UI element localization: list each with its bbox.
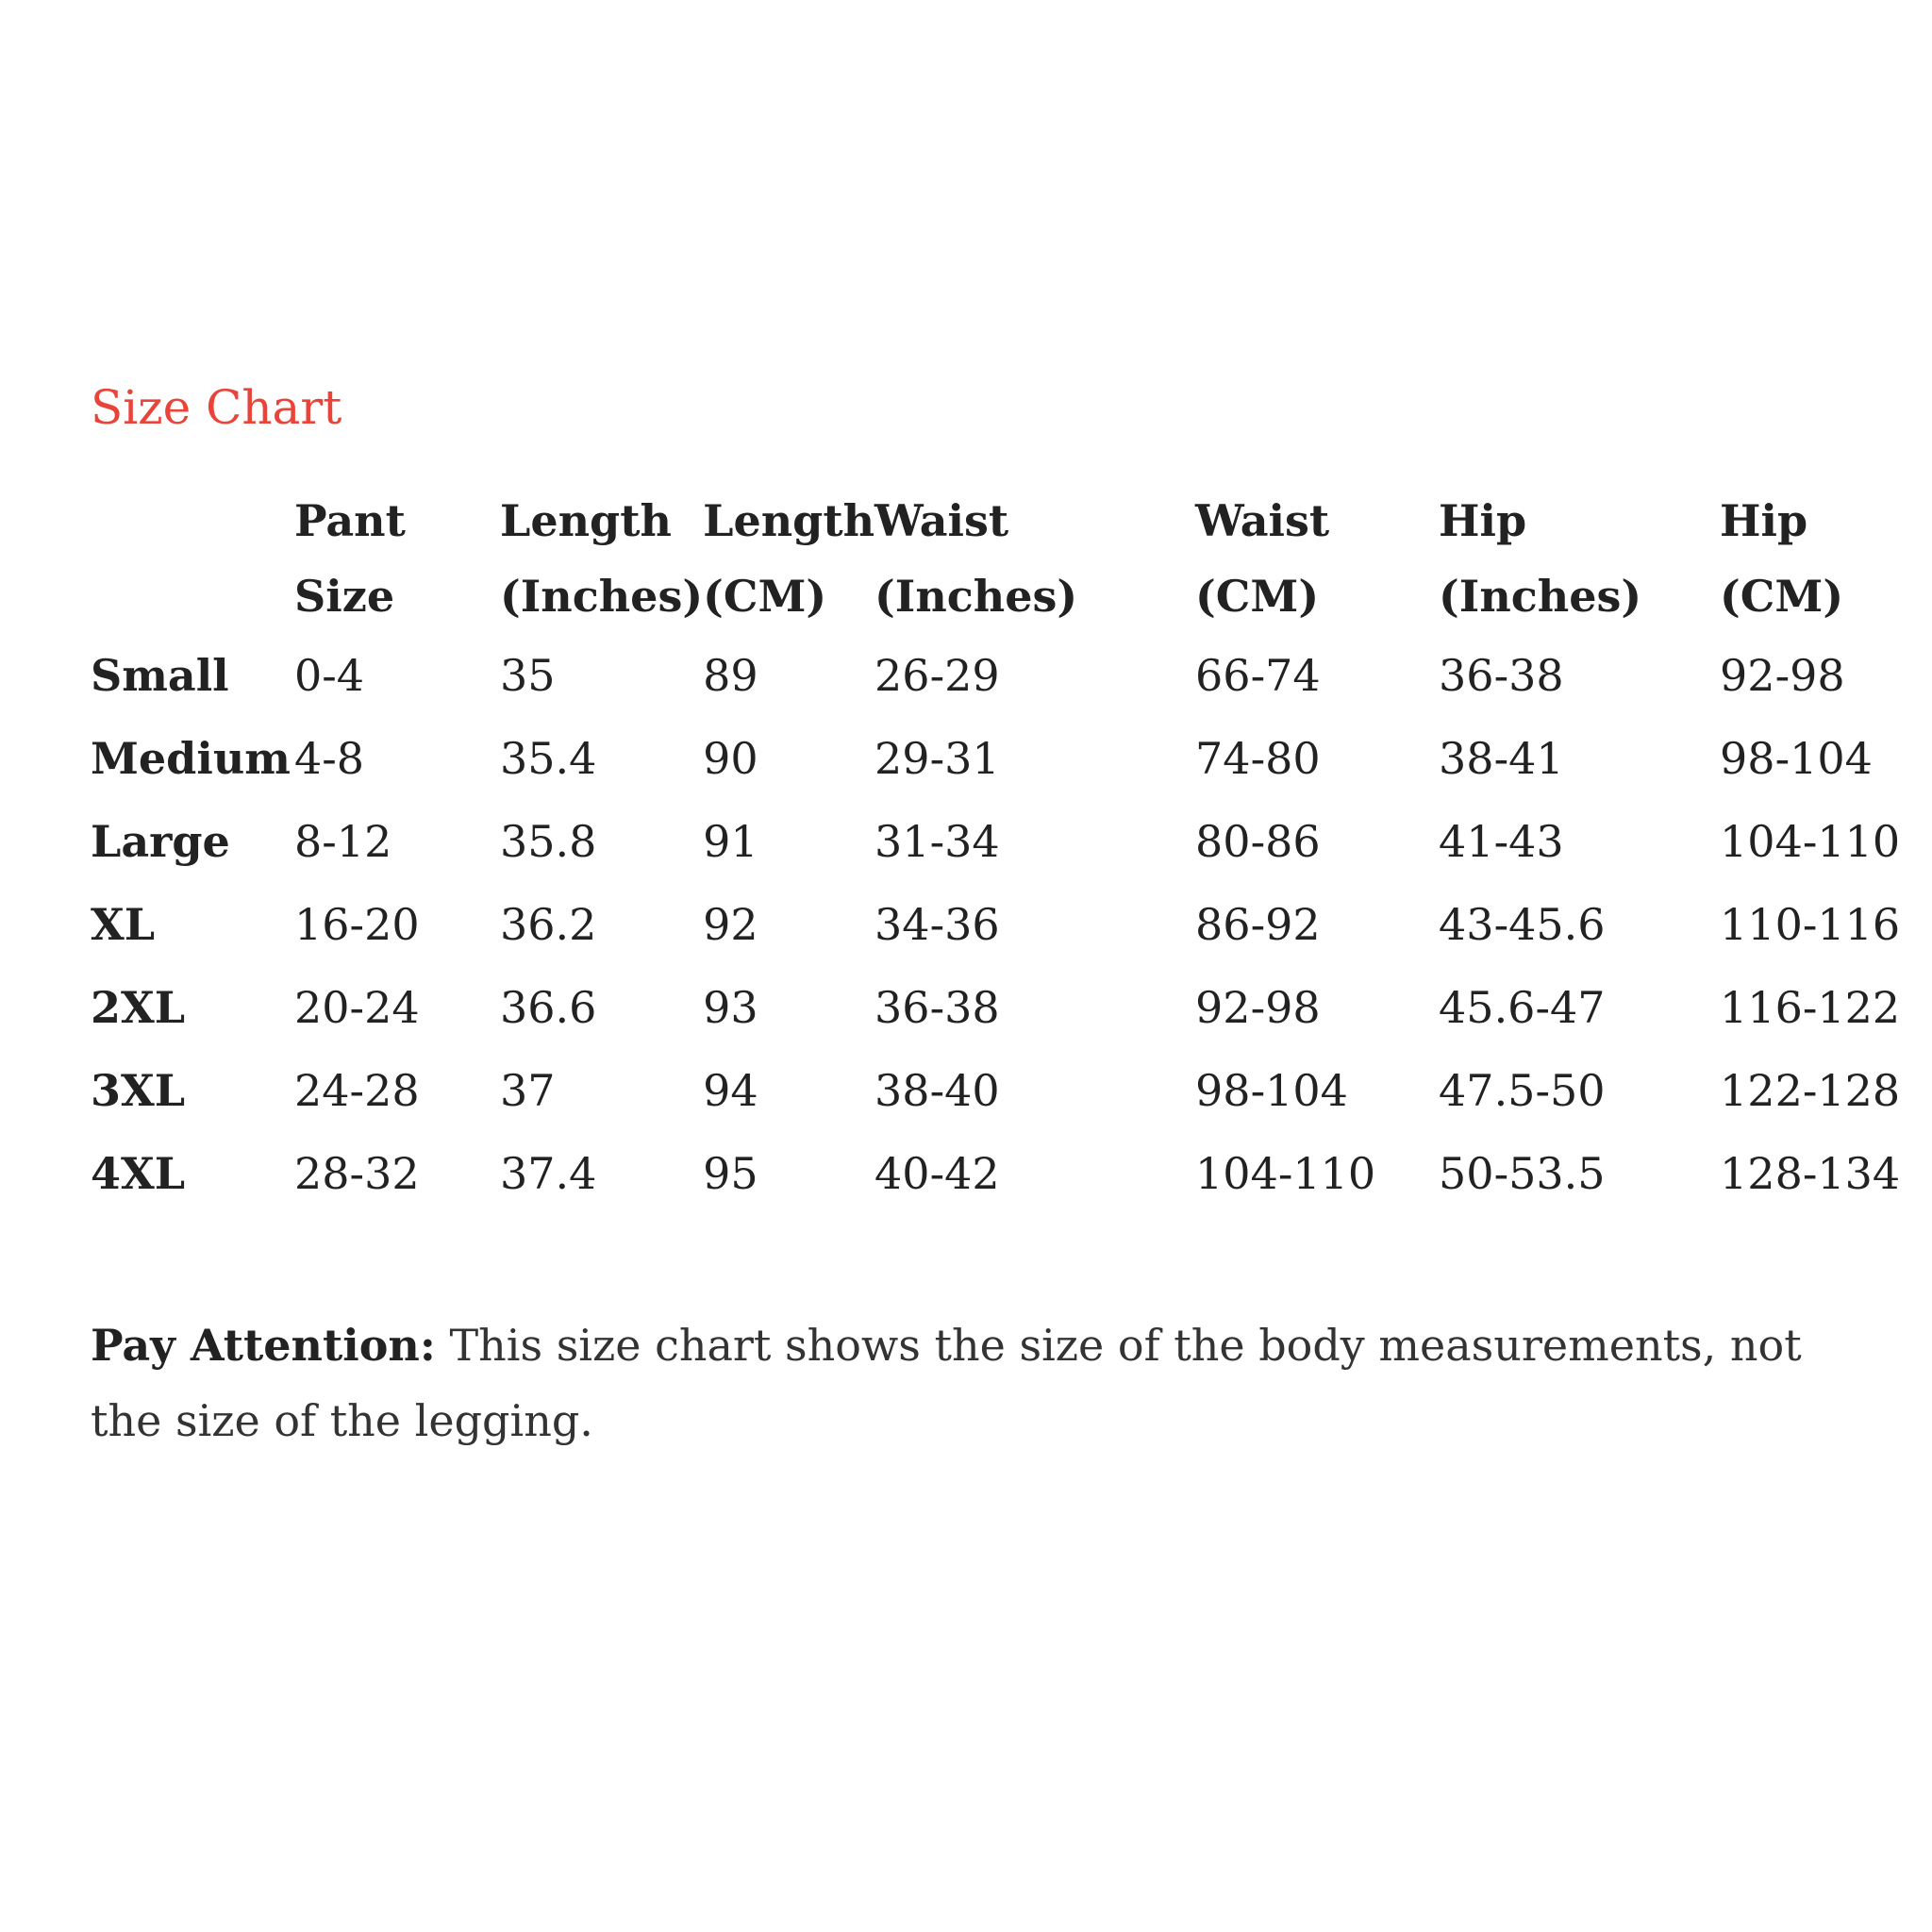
header-line: Waist (1195, 495, 1330, 546)
table-row (91, 634, 1908, 717)
table-cell: 93 (703, 982, 758, 1033)
table-cell: 36.6 (500, 982, 597, 1033)
table-cell: 28-32 (294, 1148, 420, 1199)
table-cell: 36-38 (874, 982, 1000, 1033)
table-cell: 110-116 (1720, 899, 1901, 950)
table-cell: 92 (703, 899, 758, 950)
header-line: Pant (294, 495, 406, 546)
table-cell: 47.5-50 (1439, 1065, 1606, 1116)
table-cell: 0-4 (294, 650, 365, 701)
table-cell: 116-122 (1720, 982, 1901, 1033)
table-cell: 37 (500, 1065, 556, 1116)
table-cell: 38-41 (1439, 733, 1564, 784)
table-cell: 95 (703, 1148, 758, 1199)
table-cell: 89 (703, 650, 758, 701)
table-cell: 92-98 (1720, 650, 1845, 701)
table-cell: 86-92 (1195, 899, 1321, 950)
table-row (91, 883, 1908, 966)
header-line: (Inches) (500, 571, 704, 622)
table-cell: 80-86 (1195, 816, 1321, 867)
table-cell: 66-74 (1195, 650, 1321, 701)
size-name-cell: Large (91, 816, 230, 867)
pay-attention-note (91, 1307, 1864, 1458)
header-row (91, 483, 1908, 634)
table-row (91, 800, 1908, 883)
header-line: (CM) (703, 571, 827, 622)
table-cell: 24-28 (294, 1065, 420, 1116)
header-line: (CM) (1720, 571, 1844, 622)
header-line: (CM) (1195, 571, 1320, 622)
table-cell: 41-43 (1439, 816, 1564, 867)
size-name-cell: Medium (91, 733, 291, 784)
header-line: Hip (1439, 495, 1527, 546)
table-cell: 29-31 (874, 733, 1000, 784)
header-cell (91, 483, 294, 634)
table-row (91, 1132, 1908, 1215)
header-cell-waist-cm (1195, 483, 1439, 634)
table-cell: 8-12 (294, 816, 392, 867)
table-cell: 35 (500, 650, 556, 701)
size-name-cell: 2XL (91, 982, 186, 1033)
table-cell: 74-80 (1195, 733, 1321, 784)
table-cell: 36-38 (1439, 650, 1564, 701)
table-cell: 35.8 (500, 816, 597, 867)
header-line: Size (294, 571, 395, 622)
size-chart-title: Size Chart (91, 380, 342, 435)
table-cell: 43-45.6 (1439, 899, 1606, 950)
table-row (91, 717, 1908, 800)
header-line: Length (703, 495, 875, 546)
size-name-cell: XL (91, 899, 156, 950)
table-cell: 16-20 (294, 899, 420, 950)
table-cell: 4-8 (294, 733, 365, 784)
header-cell-length-inches (500, 483, 703, 634)
header-line: Waist (874, 495, 1009, 546)
size-name-cell: 4XL (91, 1148, 186, 1199)
header-line: Hip (1720, 495, 1808, 546)
table-cell: 91 (703, 816, 758, 867)
size-name-cell: Small (91, 650, 229, 701)
table-cell: 45.6-47 (1439, 982, 1606, 1033)
table-cell: 31-34 (874, 816, 1000, 867)
note-text: This size chart shows the size of the body measurements, not the size of the legging. (91, 1320, 1802, 1446)
header-line: (Inches) (1439, 571, 1642, 622)
table-cell: 35.4 (500, 733, 597, 784)
table-cell: 122-128 (1720, 1065, 1901, 1116)
table-cell: 34-36 (874, 899, 1000, 950)
table-cell: 98-104 (1195, 1065, 1348, 1116)
table-cell: 104-110 (1720, 816, 1901, 867)
header-cell-pant-size (294, 483, 500, 634)
table-cell: 104-110 (1195, 1148, 1376, 1199)
table-row (91, 966, 1908, 1049)
table-cell: 50-53.5 (1439, 1148, 1606, 1199)
table-cell: 26-29 (874, 650, 1000, 701)
table-row (91, 1049, 1908, 1132)
header-line: (Inches) (874, 571, 1078, 622)
table-cell: 37.4 (500, 1148, 597, 1199)
header-cell-hip-inches (1439, 483, 1720, 634)
table-cell: 92-98 (1195, 982, 1321, 1033)
size-name-cell: 3XL (91, 1065, 186, 1116)
table-cell: 128-134 (1720, 1148, 1901, 1199)
header-cell-waist-inches (874, 483, 1195, 634)
table-cell: 40-42 (874, 1148, 1000, 1199)
table-cell: 90 (703, 733, 758, 784)
header-line: Length (500, 495, 672, 546)
table-cell: 36.2 (500, 899, 597, 950)
size-chart-table (91, 483, 1908, 1215)
note-label: Pay Attention: (91, 1320, 436, 1371)
table-cell: 20-24 (294, 982, 420, 1033)
header-cell-hip-cm (1720, 483, 1908, 634)
header-cell-length-cm (703, 483, 874, 634)
table-cell: 94 (703, 1065, 758, 1116)
table-cell: 38-40 (874, 1065, 1000, 1116)
table-cell: 98-104 (1720, 733, 1873, 784)
